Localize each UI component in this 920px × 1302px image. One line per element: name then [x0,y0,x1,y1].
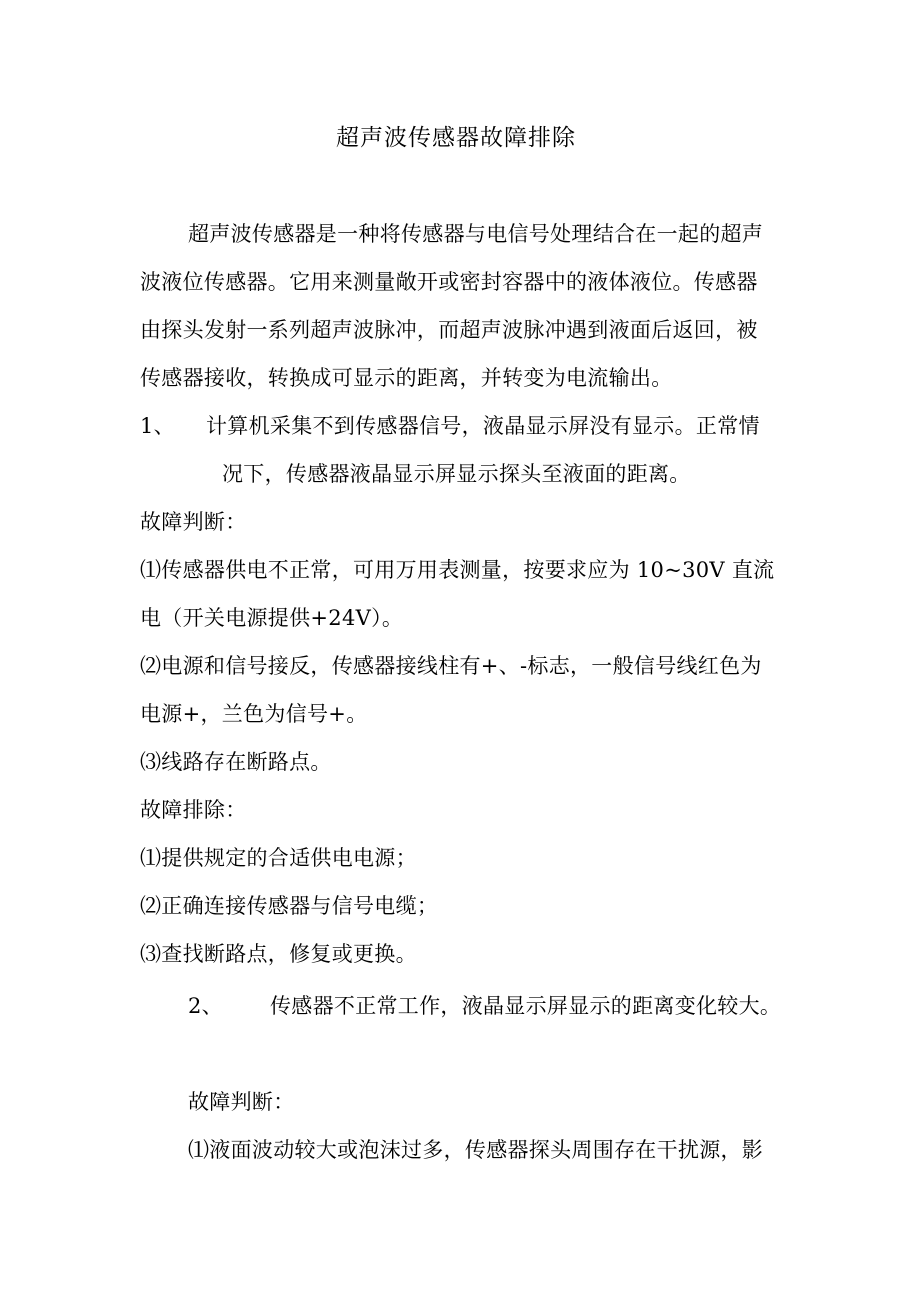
document-title: 超声波传感器故障排除 [336,125,576,151]
intro-line-2: 波液位传感器。它用来测量敞开或密封容器中的液体液位。传感器 [140,270,758,294]
section1-diagnosis-label: 故障判断： [140,510,247,534]
section1-diagnosis-line-2: 电（开关电源提供+24V）。 [140,606,404,630]
section1-diagnosis-line-4: 电源+，兰色为信号+。 [140,702,368,726]
section2-diagnosis-line-1: ⑴液面波动较大或泡沫过多，传感器探头周围存在干扰源，影 [188,1138,764,1162]
intro-line-1: 超声波传感器是一种将传感器与电信号处理结合在一起的超声 [188,222,764,246]
section2-number: 2、 [188,994,223,1018]
section1-diagnosis-line-1: ⑴传感器供电不正常，可用万用表测量，按要求应为 10~30V 直流 [140,558,775,582]
section1-heading-line-2: 况下，传感器液晶显示屏显示探头至液面的距离。 [222,462,691,486]
intro-line-4: 传感器接收，转换成可显示的距离，并转变为电流输出。 [140,366,673,390]
section1-heading-line-1: 计算机采集不到传感器信号，液晶显示屏没有显示。正常情 [206,414,760,438]
section1-number: 1、 [140,414,175,438]
section1-fix-line-2: ⑵正确连接传感器与信号电缆； [140,894,439,918]
section1-diagnosis-line-5: ⑶线路存在断路点。 [140,750,332,774]
section1-fix-line-3: ⑶查找断路点，修复或更换。 [140,942,417,966]
section1-fix-line-1: ⑴提供规定的合适供电电源； [140,846,417,870]
section1-fix-label: 故障排除： [140,798,247,822]
intro-line-3: 由探头发射一系列超声波脉冲，而超声波脉冲遇到液面后返回，被 [140,318,758,342]
section1-diagnosis-line-3: ⑵电源和信号接反，传感器接线柱有+、-标志，一般信号线红色为 [140,654,762,678]
section2-diagnosis-label: 故障判断： [188,1090,295,1114]
section2-heading: 传感器不正常工作，液晶显示屏显示的距离变化较大。 [270,994,782,1018]
